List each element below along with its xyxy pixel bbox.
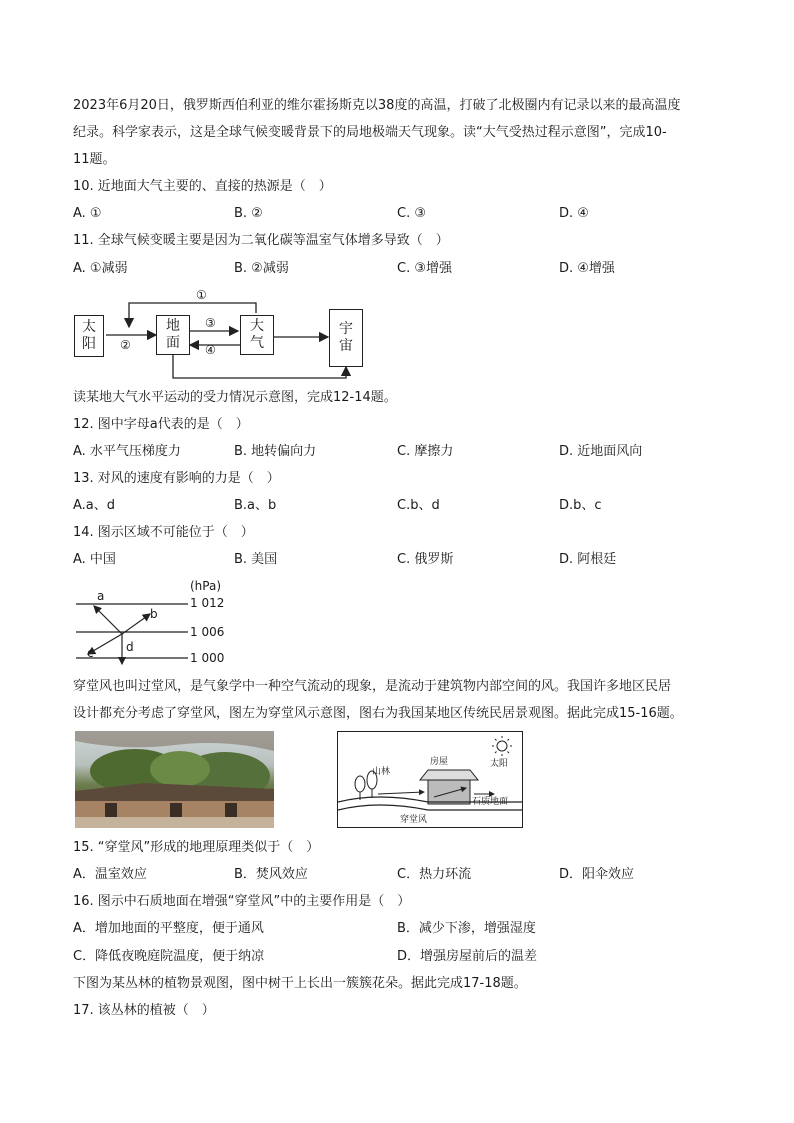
option-a: A. 中国 bbox=[73, 552, 116, 567]
option-c: C．降低夜晚庭院温度，便于纳凉 bbox=[73, 949, 265, 964]
question-15-stem: 15. “穿堂风”形成的地理原理类似于（ ） bbox=[73, 840, 320, 855]
ground-box bbox=[156, 315, 190, 355]
option-b: B.a、b bbox=[234, 498, 277, 513]
stone-ground-label: 石质地面 bbox=[472, 797, 509, 807]
option-a: A. 水平气压梯度力 bbox=[73, 444, 181, 459]
question-16-stem: 16. 图示中石质地面在增强“穿堂风”中的主要作用是（ ） bbox=[73, 894, 411, 909]
arrow-label-1: ① bbox=[196, 288, 207, 302]
space-label: 宇宙 bbox=[339, 321, 353, 354]
option-b: B．焚风效应 bbox=[234, 867, 308, 882]
heating-diagram-arrows bbox=[70, 285, 370, 385]
arrow-label-3: ③ bbox=[205, 316, 216, 330]
intro-3-line-1: 穿堂风也叫过堂风，是气象学中一种空气流动的现象，是流动于建筑物内部空间的风。我国许多地区民居 bbox=[73, 679, 672, 694]
through-draft-diagram bbox=[337, 731, 523, 828]
house-photo-illustration bbox=[75, 731, 274, 828]
force-label-a: a bbox=[97, 589, 105, 603]
house-label: 房屋 bbox=[430, 757, 449, 767]
sun-label: 太阳 bbox=[82, 319, 96, 352]
atmosphere-label: 大气 bbox=[250, 318, 264, 351]
space-box bbox=[329, 309, 363, 367]
option-b: B. 美国 bbox=[234, 552, 278, 567]
intro-line-3: 11题。 bbox=[73, 152, 116, 167]
through-draft-illustration bbox=[338, 732, 522, 827]
pressure-1006: 1 006 bbox=[190, 625, 225, 639]
option-b: B．减少下渗，增强湿度 bbox=[397, 921, 536, 936]
option-c: C. ③增强 bbox=[397, 261, 452, 276]
pressure-unit: (hPa) bbox=[190, 579, 222, 593]
option-d: D. 近地面风向 bbox=[559, 444, 643, 459]
force-label-d: d bbox=[126, 640, 134, 654]
through-draft-label: 穿堂风 bbox=[400, 815, 428, 825]
pressure-1000: 1 000 bbox=[190, 651, 225, 665]
intro-2: 读某地大气水平运动的受力情况示意图，完成12-14题。 bbox=[73, 390, 397, 405]
arrow-label-4: ④ bbox=[205, 343, 216, 357]
option-b: B. ② bbox=[234, 206, 263, 221]
option-d: D. ④ bbox=[559, 206, 589, 221]
question-13-stem: 13. 对风的速度有影响的力是（ ） bbox=[73, 471, 280, 486]
option-a: A. ①减弱 bbox=[73, 261, 128, 276]
ground-label: 地面 bbox=[166, 318, 180, 351]
option-b: B. 地转偏向力 bbox=[234, 444, 317, 459]
option-d: D.b、c bbox=[559, 498, 602, 513]
option-a: A．温室效应 bbox=[73, 867, 147, 882]
option-c: C. 俄罗斯 bbox=[397, 552, 454, 567]
question-12-stem: 12. 图中字母a代表的是（ ） bbox=[73, 417, 249, 432]
option-d: D．阳伞效应 bbox=[559, 867, 635, 882]
option-a: A. ① bbox=[73, 206, 102, 221]
question-17-stem: 17. 该丛林的植被（ ） bbox=[73, 1003, 215, 1018]
option-d: D. ④增强 bbox=[559, 261, 615, 276]
question-11-stem: 11. 全球气候变暖主要是因为二氧化碳等温室气体增多导致（ ） bbox=[73, 233, 449, 248]
option-a: A．增加地面的平整度，便于通风 bbox=[73, 921, 264, 936]
option-d: D．增强房屋前后的温差 bbox=[397, 949, 538, 964]
force-label-b: b bbox=[150, 607, 158, 621]
question-10-stem: 10. 近地面大气主要的、直接的热源是（ ） bbox=[73, 179, 332, 194]
atmosphere-box bbox=[240, 315, 274, 355]
forest-label: 山林 bbox=[372, 767, 391, 777]
option-b: B. ②减弱 bbox=[234, 261, 289, 276]
option-c: C．热力环流 bbox=[397, 867, 472, 882]
arrow-label-2: ② bbox=[120, 338, 131, 352]
question-14-stem: 14. 图示区域不可能位于（ ） bbox=[73, 525, 254, 540]
sun-box bbox=[74, 315, 104, 357]
intro-3-line-2: 设计都充分考虑了穿堂风，图左为穿堂风示意图，图右为我国某地区传统民居景观图。据此完成15-16题。 bbox=[73, 706, 683, 721]
intro-4: 下图为某丛林的植物景观图，图中树干上长出一簇簇花朵。据此完成17-18题。 bbox=[73, 976, 527, 991]
option-c: C.b、d bbox=[397, 498, 440, 513]
intro-line-2: 纪录。科学家表示，这是全球气候变暖背景下的局地极端天气现象。读“大气受热过程示意图”，完成10- bbox=[73, 125, 667, 140]
traditional-house-photo bbox=[75, 731, 274, 828]
intro-line-1: 2023年6月20日，俄罗斯西伯利亚的维尔霍扬斯克以38度的高温，打破了北极圈内有记录以来的最高温度 bbox=[73, 98, 681, 113]
option-c: C. ③ bbox=[397, 206, 426, 221]
pressure-1012: 1 012 bbox=[190, 596, 225, 610]
sun-label-small: 太阳 bbox=[490, 759, 509, 769]
option-d: D. 阿根廷 bbox=[559, 552, 617, 567]
force-label-c: c bbox=[87, 646, 94, 660]
option-a: A.a、d bbox=[73, 498, 116, 513]
option-c: C. 摩擦力 bbox=[397, 444, 454, 459]
